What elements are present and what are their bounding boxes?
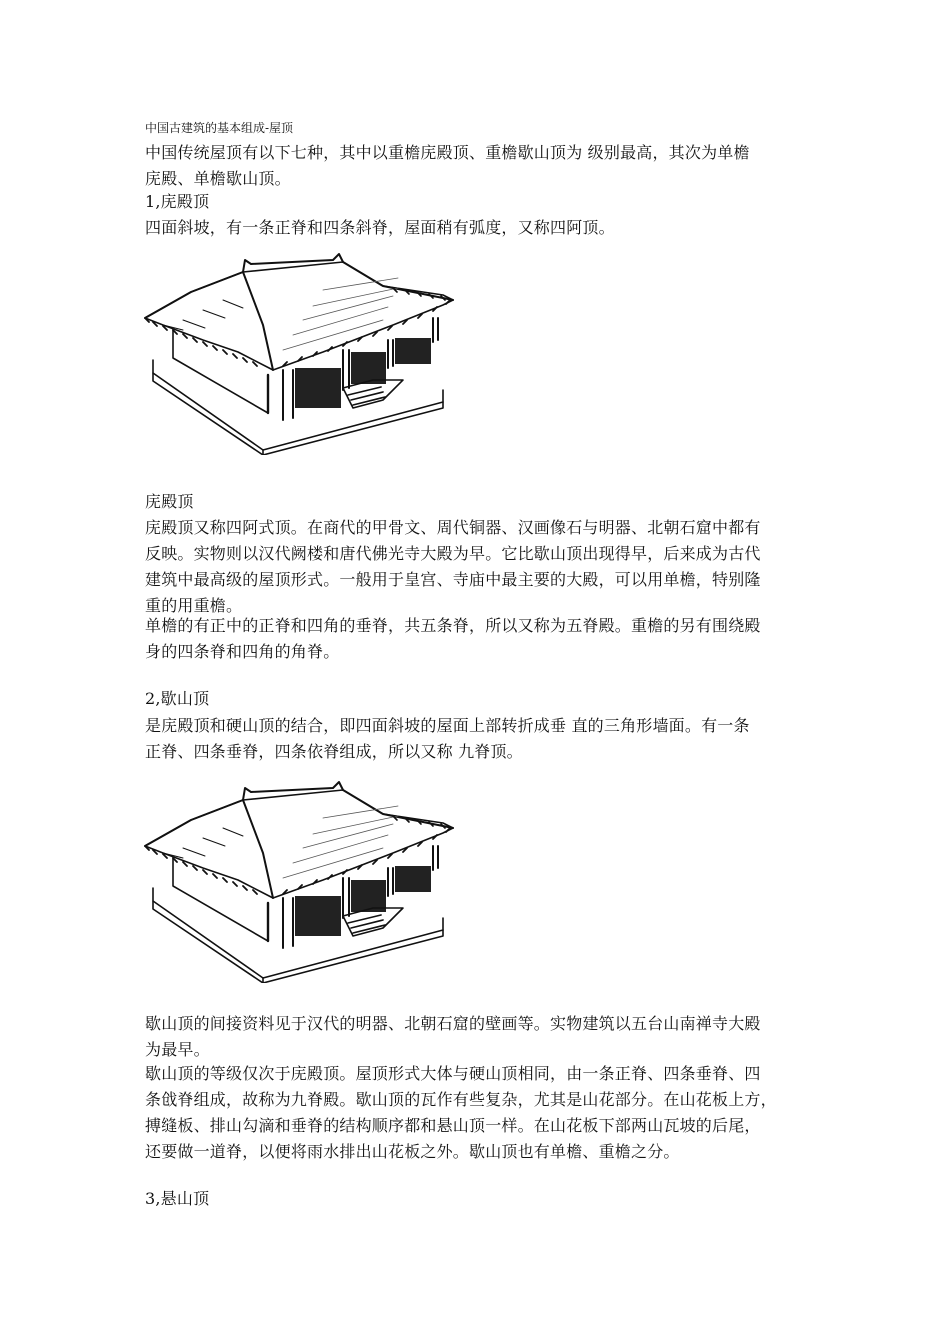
paragraph-line: 歇山顶的等级仅次于庑殿顶。屋顶形式大体与硬山顶相同，由一条正脊、四条垂脊、四 — [145, 1064, 761, 1083]
paragraph-line: 重的用重檐。 — [145, 596, 243, 615]
paragraph-line: 条戗脊组成，故称为九脊殿。歇山顶的瓦作有些复杂，尤其是山花部分。在山花板上方， — [145, 1090, 777, 1109]
gable-hip-roof-illustration — [143, 778, 461, 983]
paragraph-line: 庑殿顶又称四阿式顶。在商代的甲骨文、周代铜器、汉画像石与明器、北朝石窟中都有 — [145, 518, 761, 537]
section-heading-overhanging-gable-roof: 3,悬山顶 — [145, 1189, 210, 1208]
paragraph-line: 单檐的有正中的正脊和四角的垂脊，共五条脊，所以又称为五脊殿。重檐的另有围绕殿 — [145, 616, 761, 635]
paragraph-line: 还要做一道脊，以便将雨水排出山花板之外。歇山顶也有单檐、重檐之分。 — [145, 1142, 680, 1161]
section-desc-line: 正脊、四条垂脊，四条依脊组成，所以又称 九脊顶。 — [145, 742, 523, 761]
paragraph-line: 为最早。 — [145, 1040, 210, 1059]
intro-line: 庑殿、单檐歇山顶。 — [145, 169, 291, 188]
paragraph-line: 歇山顶的间接资料见于汉代的明器、北朝石窟的壁画等。实物建筑以五台山南禅寺大殿 — [145, 1014, 761, 1033]
paragraph-line: 身的四条脊和四角的角脊。 — [145, 642, 340, 661]
paragraph-line: 建筑中最高级的屋顶形式。一般用于皇宫、寺庙中最主要的大殿，可以用单檐，特别隆 — [145, 570, 761, 589]
subheading-hip-roof: 庑殿顶 — [145, 492, 194, 511]
section-desc-hip-roof: 四面斜坡，有一条正脊和四条斜脊，屋面稍有弧度，又称四阿顶。 — [145, 218, 615, 237]
paragraph-line: 搏缝板、排山勾滴和垂脊的结构顺序都和悬山顶一样。在山花板下部两山瓦坡的后尾， — [145, 1116, 761, 1135]
hip-roof-illustration — [143, 250, 461, 455]
paragraph-line: 反映。实物则以汉代阙楼和唐代佛光寺大殿为早。它比歇山顶出现得早，后来成为古代 — [145, 544, 761, 563]
section-desc-line: 是庑殿顶和硬山顶的结合，即四面斜坡的屋面上部转折成垂 直的三角形墙面。有一条 — [145, 716, 750, 735]
document-title: 中国古建筑的基本组成-屋顶 — [145, 121, 294, 135]
intro-line: 中国传统屋顶有以下七种，其中以重檐庑殿顶、重檐歇山顶为 级别最高，其次为单檐 — [145, 143, 750, 162]
section-heading-hip-roof: 1,庑殿顶 — [145, 192, 210, 211]
section-heading-gable-hip-roof: 2,歇山顶 — [145, 689, 210, 708]
